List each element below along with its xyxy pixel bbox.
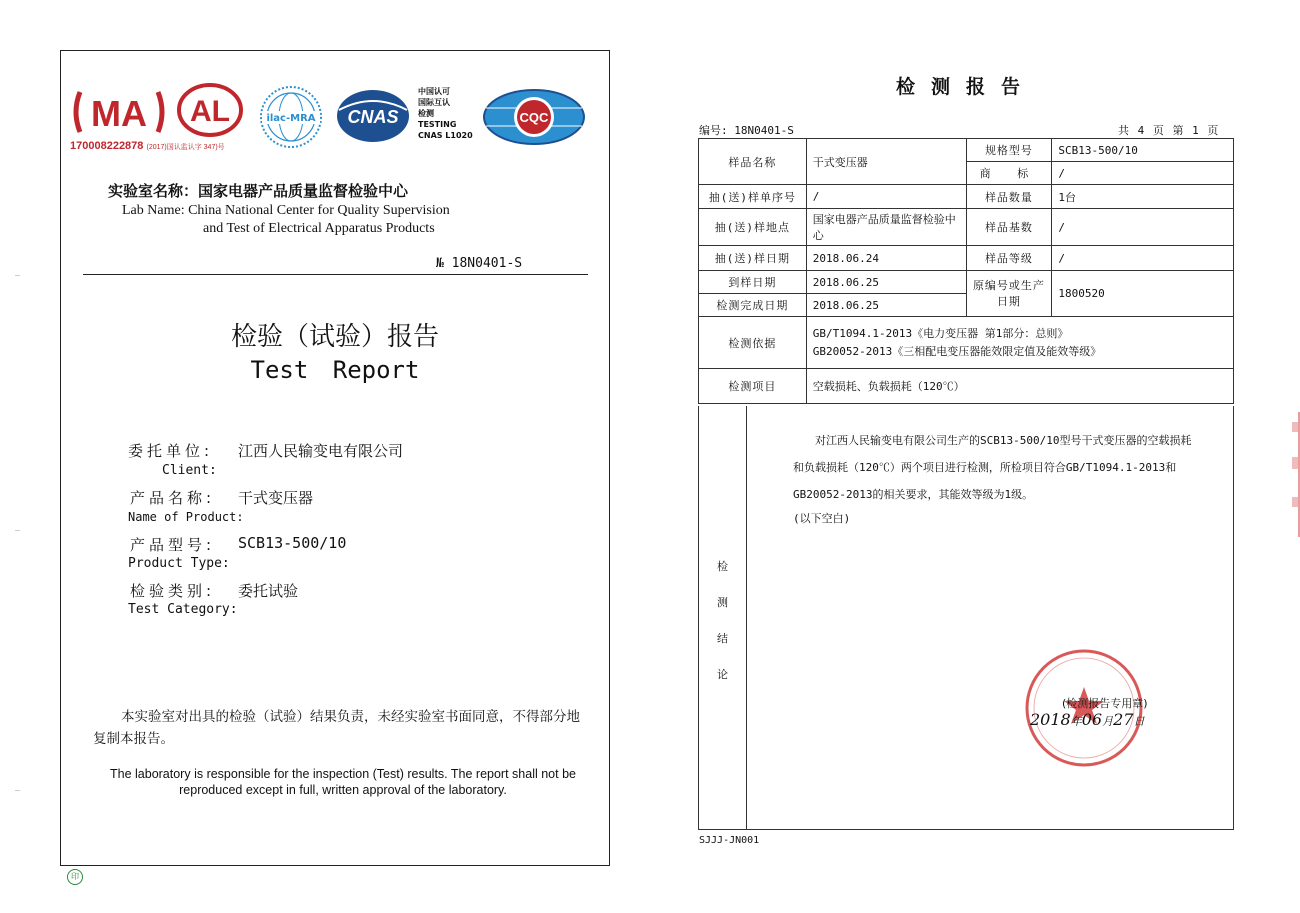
table-row (699, 246, 1234, 271)
product-name-label-en: Name of Product: (128, 510, 244, 524)
form-number: SJJJ-JN001 (699, 835, 760, 846)
cover-report-number: № 18N0401-S (436, 256, 523, 271)
qty-label: 样品数量 (966, 185, 1052, 209)
qty-value: 1台 (1052, 185, 1234, 209)
basis-label: 检测依据 (699, 317, 807, 369)
arrival-date-label: 到样日期 (699, 271, 807, 294)
conclusion-label-char: 论 (717, 668, 728, 681)
client-label-en: Client: (162, 463, 217, 478)
divider (83, 274, 588, 275)
adjacent-seal-edge (1290, 412, 1300, 537)
report-info-table (698, 138, 1234, 404)
brand-label: 商 标 (966, 162, 1052, 185)
orig-no-label: 原编号或生产日期 (966, 271, 1052, 317)
completion-date-value: 2018.06.25 (806, 294, 966, 317)
date-month: 06 (1081, 710, 1103, 729)
test-category-label-en: Test Category: (128, 602, 238, 617)
certification-logos (70, 80, 600, 160)
cnas-accreditation-text: 中国认可 国际互认 检测 TESTING CNAS L1020 (418, 87, 473, 140)
sign-date: 2018年06月27日 (1030, 710, 1145, 729)
seal-label: (检测报告专用章) (1062, 697, 1148, 710)
report-number: 编号: 18N0401-S (699, 124, 794, 137)
product-type-value: SCB13-500/10 (238, 534, 347, 552)
items-value: 空载损耗、负载损耗（120℃） (806, 369, 1233, 404)
table-row (699, 317, 1234, 369)
basis-value (806, 317, 1233, 369)
conclusion-text: 对江西人民输变电有限公司生产的SCB13-500/10型号干式变压器的空载损耗和负载损耗（120℃）两个项目进行检测，所检项目符合GB/T1094.1-2013和GB20052-2013的相关要求，其能效等级为1级。 (793, 434, 1192, 501)
product-name-value: 干式变压器 (238, 489, 314, 507)
grade-value: / (1052, 246, 1234, 271)
cnas-logo-text: CNAS (347, 107, 399, 127)
table-row (699, 185, 1234, 209)
lab-name-en-line1: Lab Name: China National Center for Quality Supervision (122, 203, 450, 218)
sample-name-label: 样品名称 (699, 139, 807, 185)
sample-date-label: 抽(送)样日期 (699, 246, 807, 271)
brand-value: / (1052, 162, 1234, 185)
client-value: 江西人民输变电有限公司 (238, 442, 404, 460)
arrival-date-value: 2018.06.25 (806, 271, 966, 294)
lab-name-cn: 实验室名称：国家电器产品质量监督检验中心 (108, 182, 409, 200)
cal-logo (176, 82, 244, 138)
sample-name-value: 干式变压器 (806, 139, 966, 185)
basis-line-2: GB20052-2013《三相配电变压器能效限定值及能效等级》 (812, 344, 1102, 358)
spec-label: 规格型号 (966, 139, 1052, 162)
cover-title-cn: 检验（试验）报告 (230, 322, 439, 352)
place-value: 国家电器产品质量监督检验中心 (806, 209, 966, 246)
ilac-mra-logo (258, 84, 324, 150)
base-label: 样品基数 (966, 209, 1052, 246)
test-category-label: 检验类别: (130, 582, 216, 600)
serial-label: 抽(送)样单序号 (699, 185, 807, 209)
blank-below-note: (以下空白) (793, 512, 851, 525)
conclusion-box (698, 406, 1234, 830)
ilac-logo-text: ilac-MRA (266, 113, 316, 124)
place-label: 抽(送)样地点 (699, 209, 807, 246)
product-type-label: 产品型号: (130, 536, 216, 554)
scan-mark (15, 790, 20, 791)
table-row (699, 369, 1234, 404)
ma-logo-text: MA (91, 93, 147, 134)
table-row (699, 139, 1234, 162)
orig-no-value: 1800520 (1052, 271, 1234, 317)
page-count: 共 4 页 第 1 页 (1118, 124, 1220, 137)
report-title: 检测报告 (895, 76, 1036, 98)
conclusion-label-char: 检 (717, 560, 728, 573)
sample-date-value: 2018.06.24 (806, 246, 966, 271)
date-year: 2018 (1030, 710, 1071, 729)
cqc-logo-text: CQC (519, 110, 549, 125)
cover-title-en: Test Report (250, 356, 420, 384)
completion-date-label: 检测完成日期 (699, 294, 807, 317)
test-category-value: 委托试验 (238, 582, 299, 600)
spec-value: SCB13-500/10 (1052, 139, 1234, 162)
conclusion-label-char: 测 (717, 596, 728, 609)
bottom-stamp-icon: 印 (67, 869, 83, 885)
cqc-logo (480, 86, 588, 148)
table-row (699, 271, 1234, 294)
conclusion-label-char: 结 (717, 632, 728, 645)
disclaimer-en: The laboratory is responsible for the inspection (Test) results. The report shall not be reproduced except in full, written approval of the laboratory. (110, 767, 576, 797)
disclaimer-cn: 本实验室对出具的检验（试验）结果负责，未经实验室书面同意，不得部分地复制本报告。 (93, 709, 580, 747)
serial-value: / (806, 185, 966, 209)
basis-line-1: GB/T1094.1-2013《电力变压器 第1部分：总则》 (812, 326, 1069, 340)
cnas-logo (335, 88, 411, 144)
table-row (699, 209, 1234, 246)
base-value: / (1052, 209, 1234, 246)
cma-logo (70, 86, 168, 138)
al-logo-text: AL (190, 95, 230, 128)
date-day: 27 (1113, 710, 1134, 729)
client-label: 委托单位: (128, 442, 214, 460)
product-type-label-en: Product Type: (128, 556, 230, 571)
grade-label: 样品等级 (966, 246, 1052, 271)
lab-name-en-line2: and Test of Electrical Apparatus Products (203, 221, 435, 236)
scan-mark (15, 275, 20, 276)
items-label: 检测项目 (699, 369, 807, 404)
product-name-label: 产品名称: (130, 489, 216, 507)
conclusion-divider (746, 406, 747, 829)
scan-mark (15, 530, 20, 531)
ma-code: 170008222878 (2017)国认监认字 347)号 (70, 140, 225, 152)
